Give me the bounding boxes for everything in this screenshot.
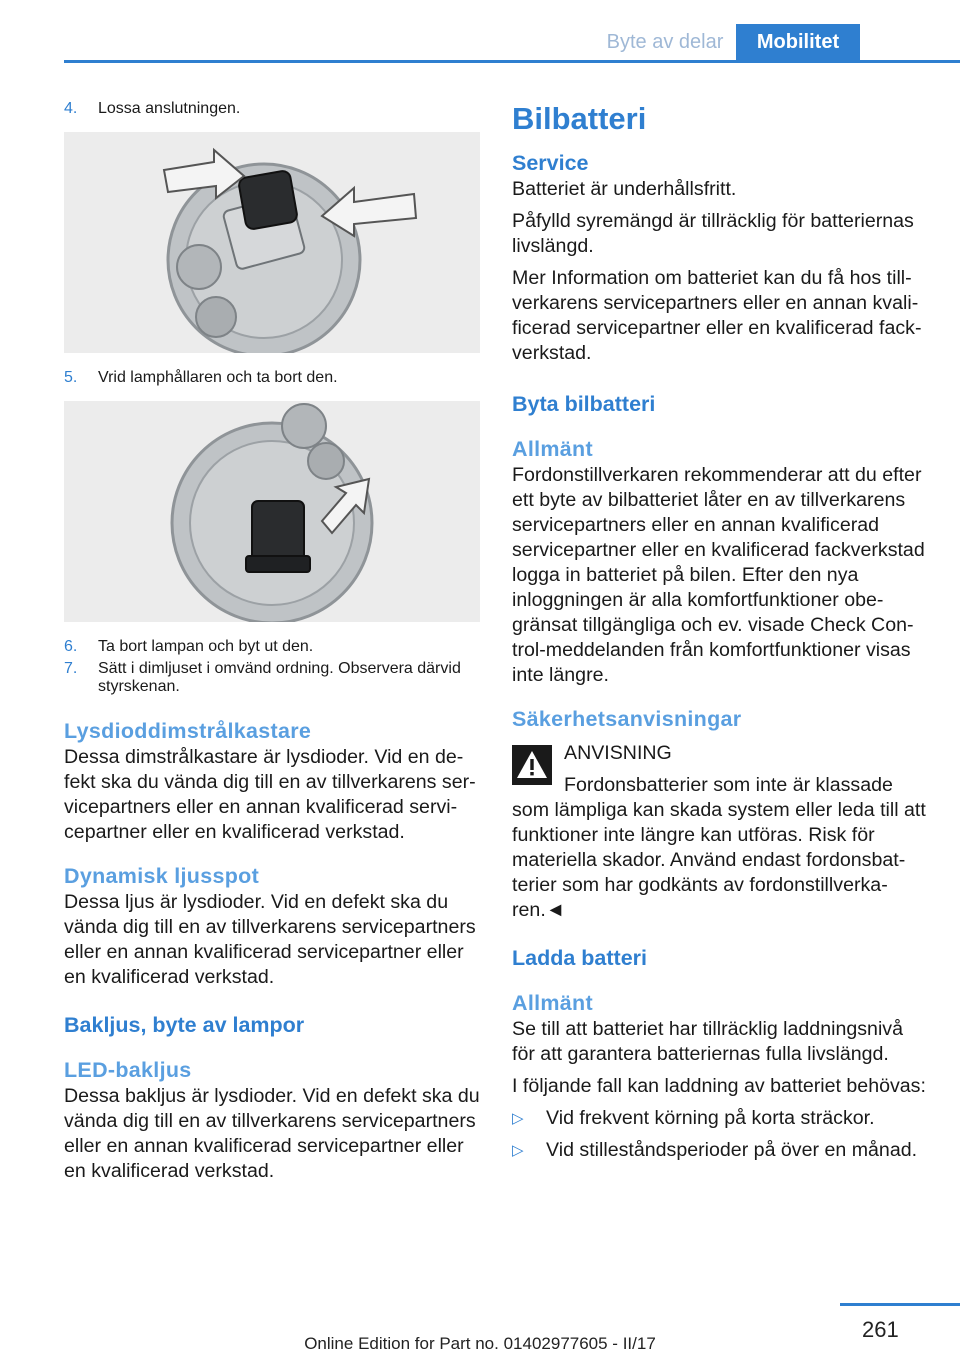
bullet-triangle-icon: ▷	[512, 1110, 524, 1127]
step-5	[64, 369, 480, 387]
paragraph-charge-2: I följande fall kan laddning av batteriet behövas:	[512, 1075, 926, 1097]
warning-text: Fordonsbatterier som inte är klassade som lämpliga kan skada system eller leda till att funktioner inte längre kan utföras. Risk för materiella skador. Använd endast fordonsbatterier som har godkänts av fordonstillverkaren.◄	[512, 774, 926, 921]
list-item-text: Vid stilleståndsperioder på över en månad.	[546, 1139, 918, 1161]
step-number: 6.	[64, 638, 78, 655]
warning-triangle-icon	[512, 745, 552, 785]
step-number: 7.	[64, 660, 78, 677]
list-item-text: Vid frekvent körning på korta sträckor.	[546, 1107, 875, 1129]
charge-conditions-list	[512, 1106, 930, 1163]
warning-title: ANVISNING	[564, 742, 672, 764]
heading-replace-battery: Byta bilbatteri	[512, 392, 656, 416]
paragraph-led-tail: Dessa bakljus är lysdioder. Vid en defekt ska du vända dig till en av tillverkarens servicepartners eller en annan kvalificerad servicepartner eller en kvalificerad verkstad.	[64, 1085, 480, 1182]
figure-rotate-lampholder	[64, 401, 480, 622]
step-text: Ta bort lampan och byt ut den.	[98, 638, 314, 655]
heading-safety: Säkerhetsanvisningar	[512, 707, 742, 731]
heading-charge-battery: Ladda batteri	[512, 946, 647, 970]
paragraph-service-3: Mer Information om batteriet kan du få hos tillverkarens servicepartners eller en annan kvalificerad servicepartner eller en kvalificerad fackverkstad.	[512, 267, 922, 364]
step-7	[64, 660, 480, 696]
step-number: 4.	[64, 100, 78, 117]
header-section-tab[interactable]: Byte av delar	[606, 31, 724, 53]
heading-dynamic-spot: Dynamisk ljusspot	[64, 864, 260, 888]
left-column	[64, 100, 480, 1184]
lamp-housing-illustration-2	[64, 401, 480, 622]
heading-tail-lights: Bakljus, byte av lampor	[64, 1013, 305, 1037]
paragraph-charge-1: Se till att batteriet har tillräcklig laddningsnivå för att garantera batteriernas fulla livslängd.	[512, 1018, 903, 1065]
page-header	[0, 0, 960, 64]
list-item	[512, 1138, 930, 1163]
header-rule	[64, 60, 960, 63]
step-6	[64, 638, 480, 656]
page-number: 261	[862, 1317, 899, 1342]
heading-led-tail: LED-bakljus	[64, 1058, 192, 1082]
warning-notice	[512, 741, 930, 923]
paragraph-dynamic-spot: Dessa ljus är lysdioder. Vid en defekt ska du vända dig till en av tillverkarens servicepartners eller en annan kvalificerad servicepartner eller en kvalificerad verkstad.	[64, 891, 476, 988]
page-number-rule	[840, 1303, 960, 1306]
heading-led-fog: Lysdioddimstrålkastare	[64, 719, 312, 743]
list-item	[512, 1106, 930, 1131]
heading-car-battery: Bilbatteri	[512, 101, 647, 136]
lamp-housing-illustration-1	[64, 132, 480, 353]
step-4	[64, 100, 480, 118]
heading-general: Allmänt	[512, 437, 593, 461]
paragraph-led-fog: Dessa dimstrålkastare är lysdioder. Vid en defekt ska du vända dig till en av tillverkarens servicepartners eller en annan kvalificerad servicepartner eller en kvalificerad verkstad.	[64, 746, 476, 843]
paragraph-general: Fordonstillverkaren rekommenderar att du efter ett byte av bilbatteriet låter en av tillverkarens servicepartners eller en annan kvalificerad servicepartner eller en kvalificerad fackverkstad logga in batteriet på bilen. Efter den nya inloggningen är alla komfortfunktioner obegränsat tillgängliga och ev. visade Check Control-meddelanden från komfortfunktioner visas inte längre.	[512, 464, 925, 686]
bullet-triangle-icon: ▷	[512, 1142, 524, 1159]
footer-edition: Online Edition for Part no. 01402977605 - II/17	[304, 1334, 656, 1353]
heading-charge-general: Allmänt	[512, 991, 593, 1015]
figure-disconnect-connector	[64, 132, 480, 353]
step-text: Lossa anslutningen.	[98, 100, 241, 117]
step-text: Vrid lamphållaren och ta bort den.	[98, 369, 338, 386]
right-column	[512, 100, 930, 1170]
paragraph-service-1: Batteriet är underhållsfritt.	[512, 178, 737, 200]
heading-service: Service	[512, 151, 589, 175]
paragraph-service-2: Påfylld syremängd är tillräcklig för batteriernas livslängd.	[512, 210, 914, 257]
step-number: 5.	[64, 369, 78, 386]
header-chapter-tab[interactable]: Mobilitet	[736, 24, 860, 60]
step-text: Sätt i dimljuset i omvänd ordning. Observera därvid styrskenan.	[98, 660, 461, 695]
